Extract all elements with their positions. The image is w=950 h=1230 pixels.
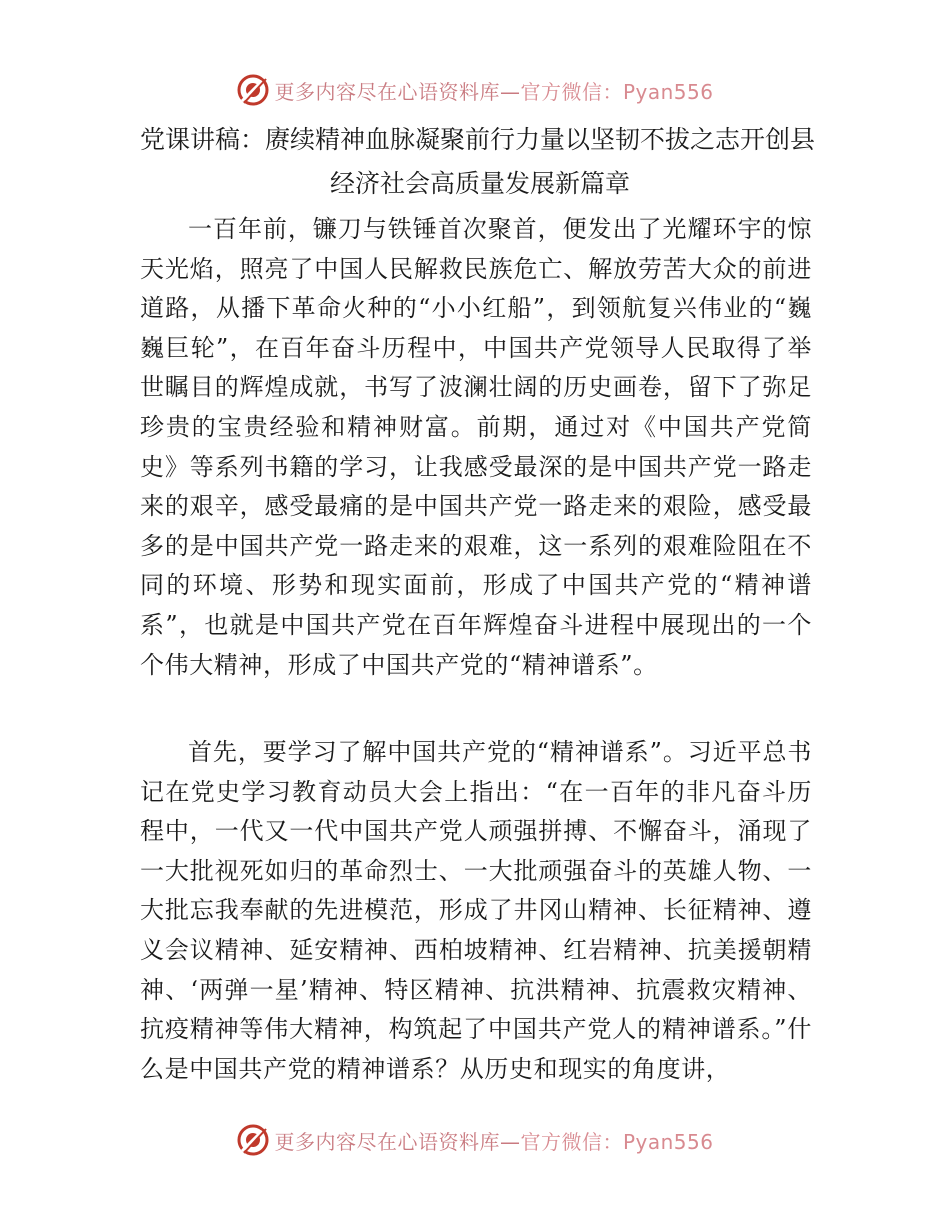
footer-banner-wechat: 官方微信：Pyan556 [520,1129,714,1154]
footer-banner-library: 更多内容尽在心语资料库— [274,1129,521,1154]
library-logo-icon [236,1123,270,1157]
footer-banner-text [274,1126,713,1155]
footer-watermark-banner [0,1120,950,1160]
document-title [140,118,820,206]
header-watermark-banner [0,70,950,110]
header-banner-text [274,76,713,105]
header-banner-library: 更多内容尽在心语资料库— [274,79,521,104]
title-line-2: 经济社会高质量发展新篇章 [329,169,630,198]
header-banner-wechat: 官方微信：Pyan556 [520,79,714,104]
library-logo-icon [236,73,270,107]
paragraph-2: 首先，要学习了解中国共产党的“精神谱系”。习近平总书记在党史学习教育动员大会上指出：“在一百年的非凡奋斗历程中，一代又一代中国共产党人顽强拼搏、不懈奋斗，涌现了一大批视死如归的革命烈士、一大批顽强奋斗的英雄人物、一大批忘我奉献的先进模范，形成了井冈山精神、长征精神、遵义会议精神、延安精神、西柏坡精神、红岩精神、抗美援朝精神、‘两弹一星’精神、特区精神、抗洪精神、抗震救灾精神、抗疫精神等伟大精神，构筑起了中国共产党人的精神谱系。”什么是中国共产党的精神谱系？从历史和现实的角度讲， [140,738,812,1083]
title-line-1: 党课讲稿：赓续精神血脉凝聚前行力量以坚韧不拔之志开创县 [140,125,816,154]
paragraph-1: 一百年前，镰刀与铁锤首次聚首，便发出了光耀环宇的惊天光焰，照亮了中国人民解救民族危亡、解放劳苦大众的前进道路，从播下革命火种的“小小红船”，到领航复兴伟业的“巍巍巨轮”，在百年奋斗历程中，中国共产党领导人民取得了举世瞩目的辉煌成就，书写了波澜壮阔的历史画卷，留下了弥足珍贵的宝贵经验和精神财富。前期，通过对《中国共产党简史》等系列书籍的学习，让我感受最深的是中国共产党一路走来的艰辛，感受最痛的是中国共产党一路走来的艰险，感受最多的是中国共产党一路走来的艰难，这一系列的艰难险阻在不同的环境、形势和现实面前，形成了中国共产党的“精神谱系”，也就是中国共产党在百年辉煌奋斗进程中展现出的一个个伟大精神，形成了中国共产党的“精神谱系”。 [140,215,812,679]
